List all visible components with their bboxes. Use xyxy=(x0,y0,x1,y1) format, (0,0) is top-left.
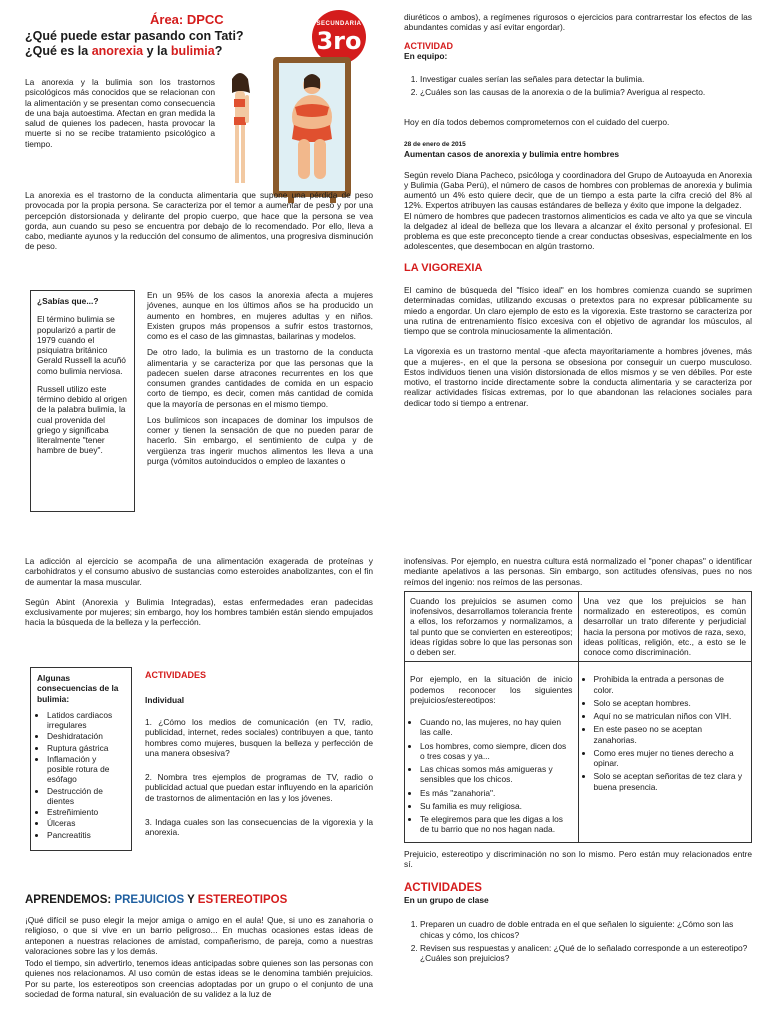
list-item: • Ruptura gástrica xyxy=(47,743,125,753)
team-activity-list xyxy=(404,74,752,98)
area-label: Área: DPCC xyxy=(150,12,224,27)
table-row: Cuando los prejuicios se asumen como inofensivos, desarrollamos tolerancia frente a ellos, los reforzamos y normalizamos, a tal punto que se convierten en estereotipos; ideas rígidas sobre lo que las personas son o deben ser. Una vez que los prejuicios se han normalizado en estereotipos, es común desarrollar un trato diferente y perjudicial hacia la persona por motivos de raza, sexo, ideas políticas, religión, etc., a esto se le conoce como discriminación. xyxy=(405,591,752,662)
grade-badge: SECUNDARIA 3ro xyxy=(312,10,366,64)
list-item: • Es más "zanahoria". xyxy=(420,788,573,798)
aprendemos-section: APRENDEMOS: PREJUICIOS Y ESTEREOTIPOS ¡Qué difícil se puso elegir la mejor amiga o amigo en el aula! Que, si uno es zanahoria o religioso, o que si vive en un barrio peligroso... En muchas ocasiones estas ideas de anteponen a nuestras relaciones de amistad, compañerismo, de pareja, como a nuestras valoraciones sobre las y los demás. Todo el tiempo, sin advertirlo, tenemos ideas anticipadas sobre quienes son las personas con quienes nos relacionamos. Al uso común de estas ideas se le denomina también prejuicios. Por su parte, los estereotipos son creencias adoptadas por un grupo o el conjunto de una sociedad de forma natural, sin evaluación de su validez a la luz de xyxy=(25,894,373,999)
list-item: 2. ¿Cuáles son las causas de la anorexia o de la bulimia? Averigua al respecto. xyxy=(420,87,752,97)
anorexia-paragraph: La anorexia es el trastorno de la conducta alimentaria que supone una pérdida de peso provocada por la propia persona. Se caracteriza por el temor a aumentar de peso y por una percepción distorsionada y delirante del propio cuerpo, que hace que la persona se vea gorda, aun cuando su peso se encuentra por debajo de lo recomendado. Por ello, lleva a cabo, mediante ayunos y la reducción del consumo de alimentos, una progresiva disminución de peso. xyxy=(25,190,373,252)
individual-activities: ACTIVIDADES Individual 1. ¿Cómo los medios de comunicación (en TV, radio, publicidad, internet, redes sociales) contribuyen a que, tanto hombres como mujeres, busquen la belleza y perfección de una manera obsesiva? 2. Nombra tres ejemplos de programas de TV, radio o publicidad actual que puedan estar influyendo en la aparición de trastornos de alimentación en las y los jóvenes. 3. Indaga cuales son las consecuencias de la vigorexia y la anorexia. xyxy=(145,670,373,838)
list-item: • Solo se aceptan hombres. xyxy=(594,698,747,708)
list-item: • Solo se aceptan señoritas de tez clara y buena presencia. xyxy=(594,771,747,792)
list-item: • Inflamación y posible rotura de esófago xyxy=(47,754,125,785)
list-item: • Prohibida la entrada a personas de color. xyxy=(594,674,747,695)
list-item: • Deshidratación xyxy=(47,731,125,741)
prejudice-table xyxy=(404,591,752,843)
list-item: • Las chicas somos más amigueras y sensibles que los chicos. xyxy=(420,764,573,785)
list-item: • Su familia es muy religiosa. xyxy=(420,801,573,811)
vigorexia-heading: LA VIGOREXIA xyxy=(404,261,483,274)
bulimia-text: En un 95% de los casos la anorexia afecta a mujeres jóvenes, aunque en los últimos años se ha producido un aumento en hombres, en mujeres adultas y en niños. Existen grupos más propensos a sufrir estos trastornos, como es el caso de las gimnastas, bailarinas y modelos. De otro lado, la bulimia es un trastorno de la conducta alimentaria y se caracteriza por que las personas que la padecen suelen darse atracones recurrentes en los que consumen grandes cantidades de comida en un espacio corto de tiempo, es decir, comen más cantidad de comida que la mayoría de personas en el mismo tiempo. Los bulímicos son incapaces de dominar los impulsos de comer y tienen la sensación de que no pueden parar de hacerlo. Sin embargo, el sentimiento de culpa y de vergüenza tras ingerir muchos alimentos les lleva a una purga (vómitos autoinducidos o empleo de laxantes o xyxy=(147,290,373,466)
list-item: • Te elegiremos para que les digas a los de tu barrio que no nos hagan nada. xyxy=(420,814,573,835)
mirror-illustration xyxy=(218,55,368,205)
list-item: • En este paseo no se aceptan zanahorias. xyxy=(594,724,747,745)
intro-paragraph: La anorexia y la bulimia son los trastornos psicológicos más conocidos que se relacionan con la alimentación y se presentan como consecuencia de una baja autoestima. Afectan en gran medida la salud de quienes los padecen, hasta provocar la muerte si no se recibe tratamiento psicológico a tiempo. xyxy=(25,77,215,149)
list-item: 2. Revisen sus respuestas y analicen: ¿Qué de lo señalado corresponde a un estereotipo? ¿Cuáles son prejuicios? xyxy=(420,943,752,964)
list-item: • Pancreatitis xyxy=(47,830,125,840)
table-row: Por ejemplo, en la situación de inicio podemos reconocer los siguientes prejuicios/estereotipos: • Cuando no, las mujeres, no hay quien las calle. • Los hombres, como siempre, dicen dos o tres cosas y ya... • Las chicas somos más amigueras y sensibles que los chicos. • Es más "zanahoria". • Su familia es muy religiosa. • Te elegiremos para que les digas a los de tu barrio que no nos hagan nada. • Prohibida la entrada a personas de color. • Solo se aceptan hombres. • Aquí no se matriculan niños con VIH. • En este paseo no se aceptan zanahorias. • Como eres mujer no tienes derecho a opinar. • Solo se aceptan señoritas de tez clara y buena presencia. xyxy=(405,662,752,842)
list-item: 1. Investigar cuales serían las señales para detectar la bulimia. xyxy=(420,74,752,84)
group-activities-heading: ACTIVIDADES xyxy=(404,882,482,894)
page-title: ¿Qué puede estar pasando con Tati? ¿Qué es la anorexia y la bulimia? xyxy=(25,29,244,58)
list-item: • Cuando no, las mujeres, no hay quien las calle. xyxy=(420,717,573,738)
list-item: • Estreñimiento xyxy=(47,807,125,817)
stereotype-list xyxy=(410,717,573,835)
list-item: • Aquí no se matriculan niños con VIH. xyxy=(594,711,747,721)
list-item: 1. Preparen un cuadro de doble entrada en el que señalen lo siguiente: ¿Cómo son las chicas y cómo, los chicos? xyxy=(420,919,752,940)
list-item: • Destrucción de dientes xyxy=(47,786,125,807)
list-item: • Latidos cardiacos irregulares xyxy=(47,710,125,731)
list-item: • Como eres mujer no tienes derecho a opinar. xyxy=(594,748,747,769)
group-activity-list xyxy=(404,919,752,963)
consequences-list xyxy=(37,710,125,840)
sabias-que-box: ¿Sabías que...? El término bulimia se popularizó a partir de 1979 cuando el psiquiatra británico Gerald Russell la acuñó como bulimia nerviosa. Russell utilizo este término debido al origen de la palabra bulimia, la cual provenida del griego y significaba literalmente "tener hambre de buey". xyxy=(30,290,135,512)
consequences-box: Algunas consecuencias de la bulimia: • Latidos cardiacos irregulares • Deshidratación • Ruptura gástrica • Inflamación y posible rotura de esófago • Destrucción de dientes • Estreñimiento • Úlceras • Pancreatitis xyxy=(30,667,132,851)
left-bottom-text: La adicción al ejercicio se acompaña de una alimentación exagerada de proteínas y carbohidratos y el consumo abusivo de sustancias como esteroides anabolizantes, con el fin de aumentar la masa muscular. Según Abint (Anorexia y Bulimia Integradas), estas enfermedades eran padecidas exclusivamente por mujeres; sin embargo, hoy los hombres también están siendo empujados hacia la búsqueda de la belleza y la perfección. xyxy=(25,556,373,628)
right-top-column: diuréticos o ambos), a regímenes rigurosos o ejercicios para contrarrestar los efectos de las abundantes comidas y así evitar engordar). ACTIVIDAD En equipo: 1. Investigar cuales serían las señales para detectar la bulimia. 2. ¿Cuáles son las causas de la anorexia o de la bulimia? Averigua al respecto. Hoy en día todos debemos comprometernos con el cuidado del cuerpo. 28 de enero de 2015 Aumentan casos de anorexia y bulimia entre hombres Según revelo Diana Pacheco, psicóloga y coordinadora del Grupo de Autoayuda en Anorexia y Bulimia (Gaba Perú), el número de casos de hombres con problemas de anorexia y bulimia aumentó un 4% esto quiere decir, que de un tiempo a esta parte la cifra creció del 8% al 12%. Expertos atribuyen las causas estándares de belleza y éxito que impone la delgadez. El número de hombres que padecen trastornos alimenticios es cada ve alto ya que se vincula la delgadez al ideal de belleza que los llevara a alcanzar el éxito personal y profesional. El problema es que este preconcepto tiende a crear conductas obsesivas, especialmente en los adolescentes, que desembocan en algún trastorno. LA VIGOREXIA El camino de búsqueda del "físico ideal" en los hombres comienza cuando se suprimen determinadas comidas, utilizando excusas o pretextos para no expresar públicamente su miedo a engordar. Un claro ejemplo de esto es la vigorexia. Este trastorno se caracteriza por una rutina de entrenamiento físico excesiva con el objetivo de agrandar los músculos, al tiempo que se controla minuciosamente la alimentación. La vigorexia es un trastorno mental -que afecta mayoritariamente a hombres jóvenes, más que a mujeres-, en el que la persona se obsesiona por conseguir un cuerpo musculoso. Estos individuos tienen una visión distorsionada de ellos mismos y se ven débiles. Por este motivo, el trastorno incide directamente sobre la conducta alimentaria y se caracteriza por realizar actividades físicas extremas, por lo que abandonan las relaciones sociales para dedicar todo si tiempo a entrenar. xyxy=(404,12,752,414)
list-item: • Los hombres, como siempre, dicen dos o tres cosas y ya... xyxy=(420,741,573,762)
discrimination-list xyxy=(584,674,747,792)
right-bottom-column: inofensivas. Por ejemplo, en nuestra cultura está normalizado el "poner chapas" o identificar mediante apelativos a las personas. Sin embargo, son actitudes ofensivas, pues no nos reímos del ingenio: nos reímos de las personas. Cuando los prejuicios se asumen como inofensivos, desarrollamos tolerancia frente a ellos, los reforzamos y normalizamos, a tal punto que se convierten en estereotipos; ideas rígidas sobre lo que las personas son o deben ser. Una vez que los prejuicios se han normalizado en estereotipos, es común desarrollar un trato diferente y perjudicial hacia la persona por motivos de raza, sexo, ideas políticas, religión, etc., a esto se le conoce como discriminación. Por ejemplo, en la situación de inicio podemos reconocer los siguientes prejuicios/estereotipos: • Cuando no, las mujeres, no hay quien las calle. • Los hombres, como siempre, dicen dos o tres cosas y ya... • Las chicas somos más amigueras y sensibles que los chicos. • Es más "zanahoria". • Su familia es muy religiosa. • Te elegiremos para que les digas a los de tu barrio que no nos hagan nada. • Prohibida la entrada a personas de color. • Solo se aceptan hombres. • Aquí no se matriculan niños con VIH. • En este paseo no se aceptan zanahorias. • Como eres mujer no tienes derecho a opinar. • Solo se aceptan señoritas de tez clara y buena presencia. Prejuicio, estereotipo y discriminación no son lo mismo. Pero están muy relacionados entre sí. ACTIVIDADES En un grupo de clase 1. Preparen un cuadro de doble entrada en el que señalen lo siguiente: ¿Cómo son las chicas y cómo, los chicos? 2. Revisen sus respuestas y analicen: ¿Qué de lo señalado corresponde a un estereotipo? ¿Cuáles son prejuicios? xyxy=(404,556,752,966)
aprendemos-heading: APRENDEMOS: PREJUICIOS Y ESTEREOTIPOS xyxy=(25,894,288,906)
list-item: • Úlceras xyxy=(47,818,125,828)
